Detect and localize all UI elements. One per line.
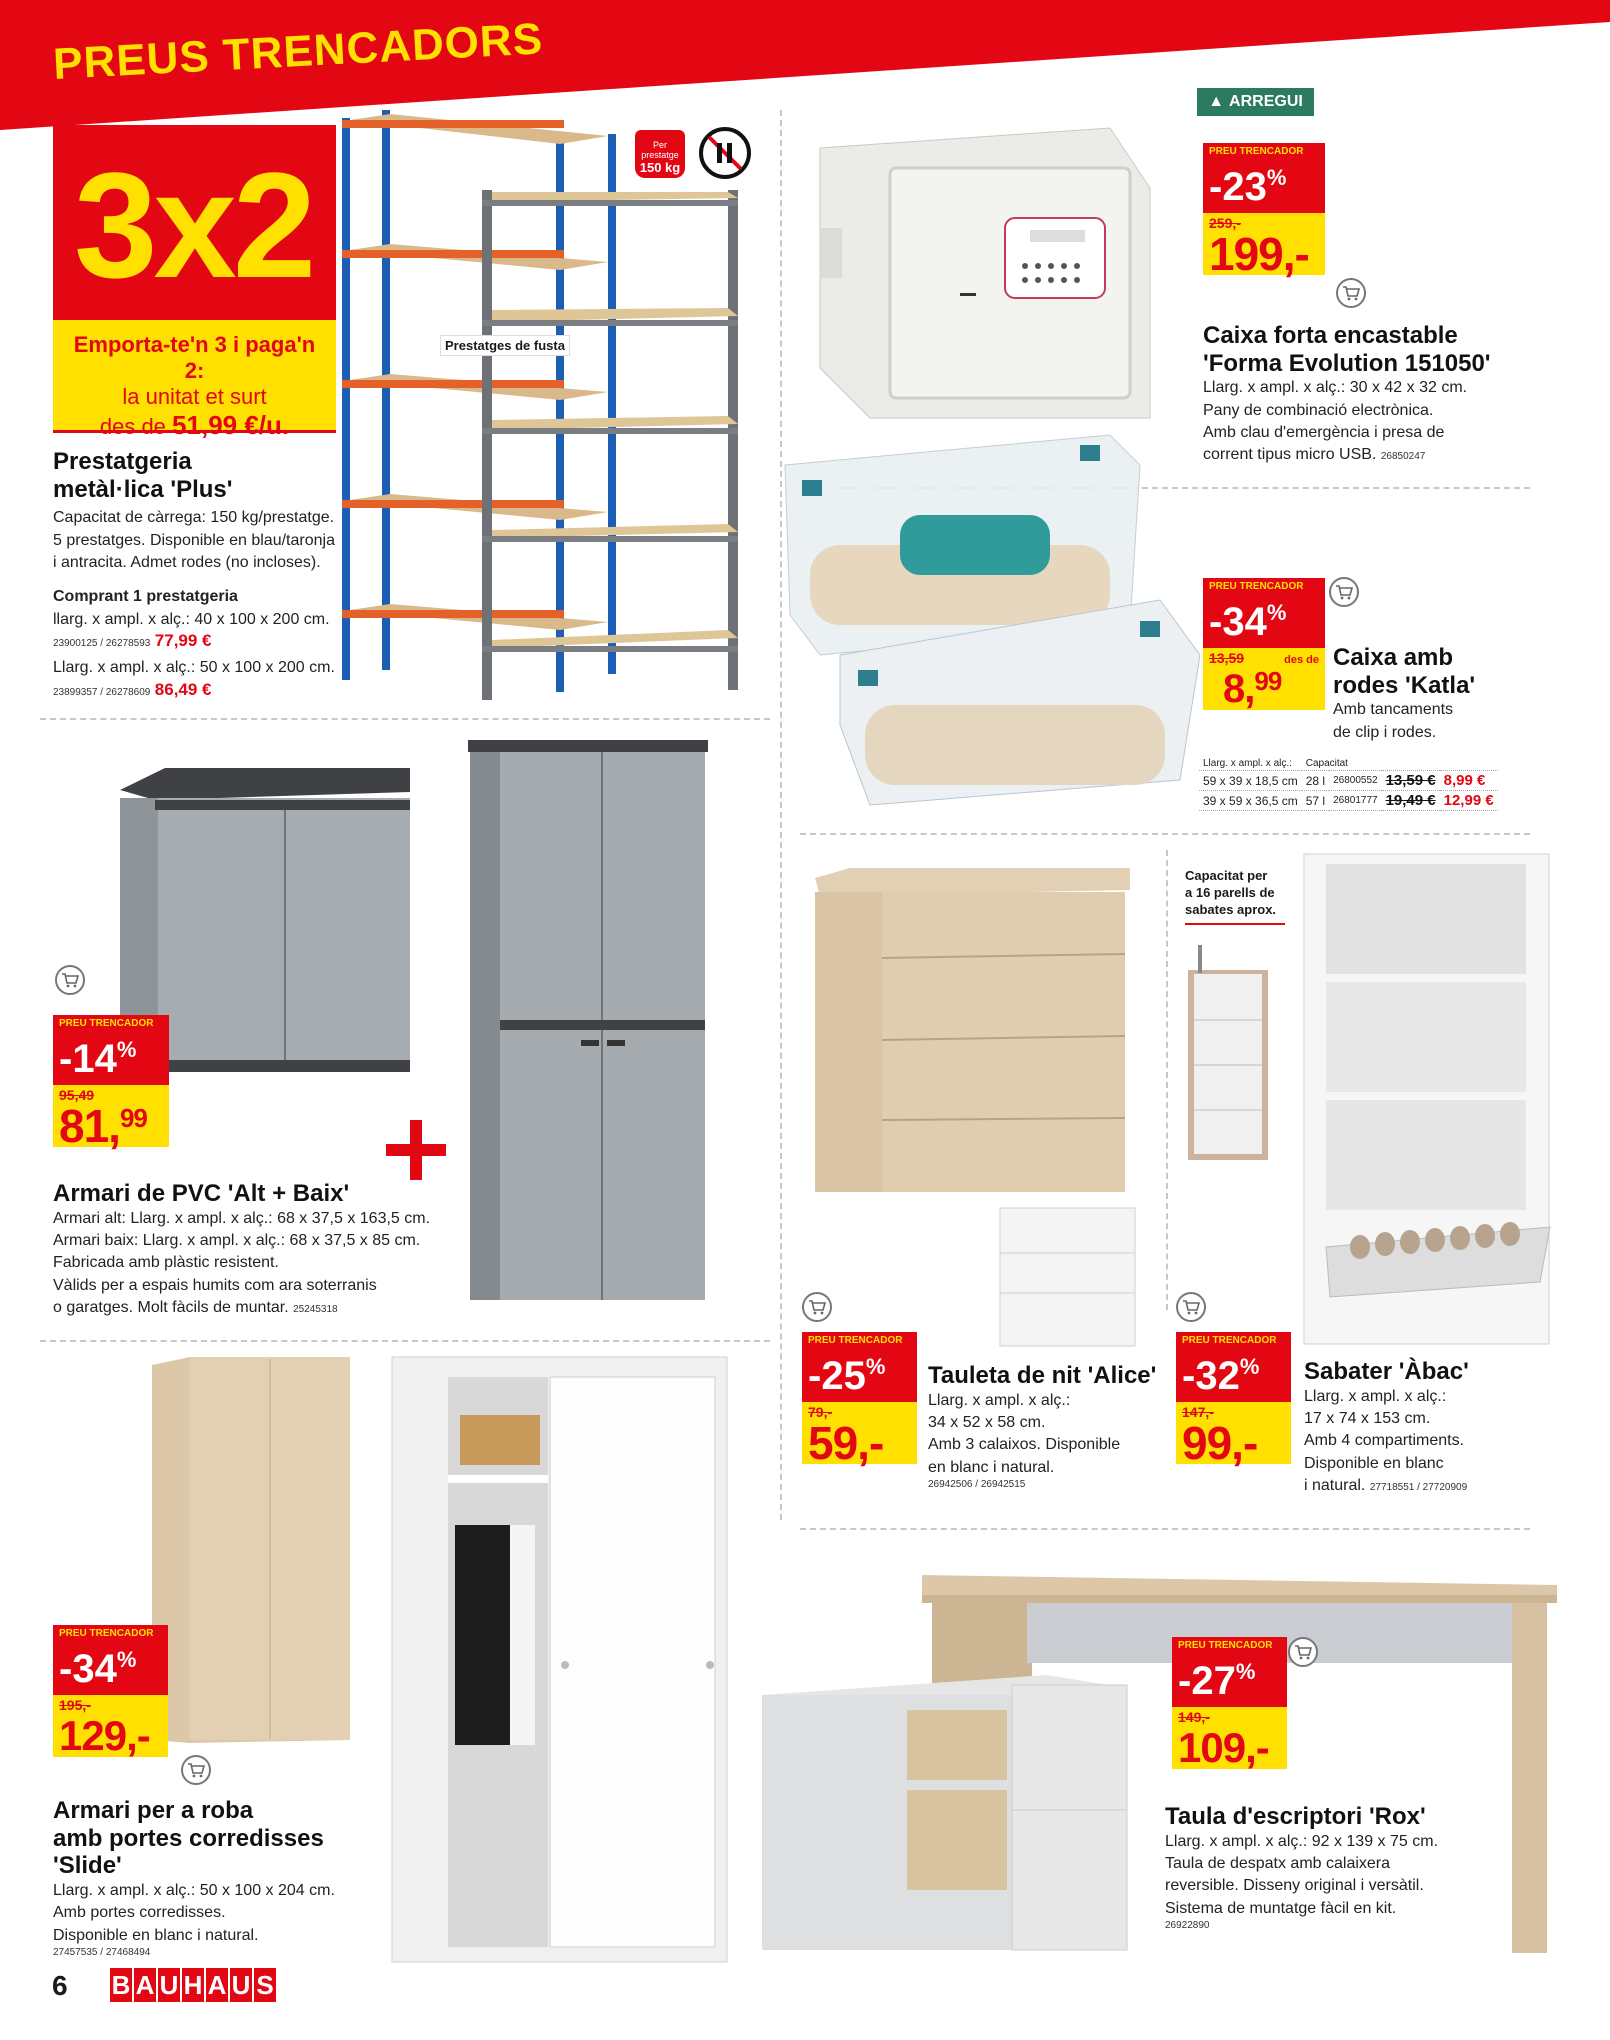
safe-discount-sign: %	[1266, 165, 1287, 190]
row-divider	[40, 718, 770, 720]
logo-letter: A	[134, 1968, 156, 2002]
rox-discount-value: -27	[1178, 1659, 1236, 1703]
abac-code: 27718551 / 27720909	[1369, 1482, 1468, 1494]
abac-desc-5	[1304, 1475, 1544, 1497]
arregui-brand: ARREGUI	[1229, 93, 1303, 110]
shelf-desc-1: Capacitat de càrrega: 150 kg/prestatge.	[53, 509, 335, 527]
katla-th-capacity: Capacitat	[1302, 757, 1498, 771]
cart-icon[interactable]	[55, 965, 85, 995]
pvc-discount-value: -14	[59, 1037, 117, 1081]
katla-text	[1333, 644, 1533, 744]
katla-desc-1: Amb tancaments	[1333, 701, 1454, 719]
slide-price-tag	[53, 1625, 168, 1757]
alice-price-box	[802, 1402, 917, 1469]
abac-discount	[1176, 1350, 1291, 1402]
shelf-price-row-2	[53, 680, 353, 700]
safe-desc-4	[1203, 444, 1533, 466]
rox-text	[1165, 1803, 1535, 1931]
pvc-code: 25245318	[293, 1304, 338, 1316]
logo-letter: U	[158, 1968, 180, 2002]
rox-desc-3: reversible. Disseny original i versàtil.	[1165, 1877, 1424, 1895]
abac-title: Sabater 'Àbac'	[1304, 1358, 1469, 1385]
rox-discount	[1172, 1655, 1287, 1707]
safe-title-1: Caixa forta encastable	[1203, 322, 1458, 349]
pvc-text	[53, 1180, 473, 1320]
logo-letter: A	[206, 1968, 228, 2002]
alice-title: Tauleta de nit 'Alice'	[928, 1362, 1157, 1389]
abac-desc-4: Disponible en blanc	[1304, 1454, 1444, 1472]
slide-old-price: 195,-	[59, 1697, 91, 1713]
katla-row-new-price: 8,99 €	[1440, 771, 1498, 791]
alice-old-price: 79,-	[808, 1404, 833, 1420]
abac-product-image	[1300, 852, 1555, 1347]
abac-capacity-3: sabates aprox.	[1185, 901, 1277, 917]
rox-desc-4: Sistema de muntatge fàcil en kit.	[1165, 1899, 1397, 1917]
rox-price-box	[1172, 1707, 1287, 1769]
rox-desc-1: Llarg. x ampl. x alç.: 92 x 139 x 75 cm.	[1165, 1832, 1439, 1850]
pvc-desc-5-text: o garatges. Molt fàcils de muntar.	[53, 1299, 289, 1317]
alice-new-price: 59,-	[808, 1417, 884, 1469]
shelf-title-2: metàl·lica 'Plus'	[53, 475, 233, 503]
slide-desc-3: Disponible en blanc i natural.	[53, 1926, 259, 1944]
katla-discount-sign: %	[1266, 600, 1287, 625]
slide-natural-image	[150, 1355, 360, 1750]
safe-price-box	[1203, 213, 1325, 280]
safe-old-price: 259,-	[1209, 215, 1241, 231]
katla-row-capacity: 57 l	[1302, 791, 1329, 811]
alice-desc-2: 34 x 52 x 58 cm.	[928, 1413, 1046, 1431]
logo-letter: S	[254, 1968, 276, 2002]
alice-desc-3: Amb 3 calaixos. Disponible	[928, 1436, 1121, 1454]
abac-discount-sign: %	[1239, 1354, 1260, 1379]
katla-row-old-price: 19,49 €	[1382, 791, 1440, 811]
abac-discount-value: -32	[1182, 1354, 1240, 1398]
alice-text	[928, 1362, 1158, 1490]
no-tools-icon	[697, 125, 753, 181]
slide-title-1: Armari per a roba	[53, 1797, 254, 1824]
pvc-desc-1: Armari alt: Llarg. x ampl. x alç.: 68 x 37,5 x 163,5 cm.	[53, 1209, 431, 1227]
shelf-buy-one: Comprant 1 prestatgeria	[53, 588, 238, 606]
slide-new-price: 129,-	[59, 1712, 150, 1759]
shelf-dims-1: llarg. x ampl. x alç.: 40 x 100 x 200 cm.	[53, 610, 330, 628]
arregui-triangle-icon: ▲	[1208, 93, 1225, 110]
column-divider	[780, 110, 782, 1520]
safe-desc-1: Llarg. x ampl. x alç.: 30 x 42 x 32 cm.	[1203, 379, 1468, 397]
slide-desc-2: Amb portes corredisses.	[53, 1904, 226, 1922]
safe-desc-2: Pany de combinació electrònica.	[1203, 401, 1434, 419]
katla-variants-table	[1199, 757, 1498, 811]
katla-from-label: des de	[1284, 654, 1319, 666]
weight-badge	[635, 130, 685, 178]
katla-row-capacity: 28 l	[1302, 771, 1329, 791]
shelf-code-1: 23900125 / 26278593	[53, 638, 151, 650]
logo-letter: U	[230, 1968, 252, 2002]
katla-row-dims: 39 x 59 x 36,5 cm	[1199, 791, 1302, 811]
katla-desc-2: de clip i rodes.	[1333, 723, 1437, 741]
table-row	[1199, 771, 1498, 791]
page-number: 6	[52, 1970, 68, 2001]
katla-new-price	[1209, 667, 1281, 711]
cart-icon[interactable]	[1336, 278, 1366, 308]
katla-title-2: rodes 'Katla'	[1333, 671, 1476, 699]
shelf-price-1: 77,99 €	[154, 631, 212, 651]
abac-tag-label: PREU TRENCADOR	[1176, 1332, 1291, 1350]
safe-title-2: 'Forma Evolution 151050'	[1203, 349, 1491, 377]
promo-unit-price: 51,99 €/u.	[172, 410, 290, 440]
katla-row-dims: 59 x 39 x 18,5 cm	[1199, 771, 1302, 791]
katla-price-tag	[1203, 578, 1325, 710]
alice-discount	[802, 1350, 917, 1402]
safe-code: 26850247	[1380, 451, 1426, 463]
katla-row-code: 26801777	[1329, 791, 1382, 811]
katla-price-box	[1203, 648, 1325, 710]
page-title-bold: TRENCADORS	[221, 14, 545, 81]
safe-product-image	[810, 118, 1170, 428]
katla-row-code: 26800552	[1329, 771, 1382, 791]
pvc-desc-2: Armari baix: Llarg. x ampl. x alç.: 68 x 37,5 x 85 cm.	[53, 1231, 421, 1249]
abac-old-price: 147,-	[1182, 1404, 1214, 1420]
pvc-tag-label: PREU TRENCADOR	[53, 1015, 169, 1033]
cart-icon[interactable]	[181, 1755, 211, 1785]
shelf-price-2: 86,49 €	[154, 679, 212, 699]
weight-badge-value: 150 kg	[639, 160, 681, 175]
katla-table-header	[1199, 757, 1498, 771]
slide-discount-value: -34	[59, 1647, 117, 1691]
safe-text	[1203, 322, 1533, 467]
table-row	[1199, 791, 1498, 811]
abac-text	[1304, 1358, 1544, 1498]
slide-code: 27457535 / 27468494	[53, 1946, 151, 1958]
slide-discount-sign: %	[116, 1647, 137, 1672]
promo-3x2-details	[53, 320, 336, 440]
pvc-new-price-dec: 99	[119, 1103, 147, 1133]
shelf-code-2: 23899357 / 26278609	[53, 686, 151, 698]
rox-desc-2: Taula de despatx amb calaixera	[1165, 1854, 1391, 1872]
abac-price-box	[1176, 1402, 1291, 1469]
shelf-title-1: Prestatgeria	[53, 448, 192, 475]
pvc-old-price: 95,49	[59, 1087, 95, 1103]
katla-new-price-dec: 99	[1254, 666, 1282, 696]
alice-code: 26942506 / 26942515	[928, 1479, 1026, 1491]
safe-tag-label: PREU TRENCADOR	[1203, 143, 1325, 161]
katla-title-1: Caixa amb	[1333, 644, 1454, 671]
abac-desc-1: Llarg. x ampl. x alç.:	[1304, 1387, 1447, 1405]
pvc-discount-sign: %	[116, 1037, 137, 1062]
safe-new-price: 199,-	[1209, 228, 1309, 280]
slide-white-image	[390, 1355, 730, 1965]
pvc-desc-5	[53, 1297, 473, 1319]
pvc-desc-4: Vàlids per a espais humits com ara soterranis	[53, 1276, 377, 1294]
pvc-new-price-int: 81,	[59, 1100, 120, 1152]
pvc-discount	[53, 1033, 169, 1085]
alice-desc-4: en blanc i natural.	[928, 1458, 1055, 1476]
pvc-title: Armari de PVC 'Alt + Baix'	[53, 1180, 350, 1207]
safe-price-tag	[1203, 143, 1325, 280]
shelf-dims-2: Llarg. x ampl. x alç.: 50 x 100 x 200 cm.	[53, 659, 335, 677]
promo-3x2-headline: 3x2	[74, 141, 313, 309]
abac-desc-2: 17 x 74 x 153 cm.	[1304, 1409, 1431, 1427]
abac-desc-5-text: i natural.	[1304, 1477, 1366, 1495]
row-divider	[800, 1528, 1530, 1530]
rox-code: 26922890	[1165, 1920, 1210, 1932]
alice-product-image	[810, 868, 1140, 1348]
shelf-product-image	[338, 110, 758, 710]
katla-th-dims: Llarg. x ampl. x alç.:	[1199, 757, 1302, 771]
katla-old-price: 13,59	[1209, 650, 1245, 666]
alice-desc-1: Llarg. x ampl. x alç.:	[928, 1391, 1071, 1409]
cart-icon[interactable]	[1176, 1292, 1206, 1322]
promo-line-1: Emporta-te'n 3 i paga'n 2:	[73, 332, 316, 383]
pvc-price-tag	[53, 1015, 169, 1152]
rox-discount-sign: %	[1235, 1659, 1256, 1684]
slide-price-box	[53, 1695, 168, 1757]
katla-new-price-int: 8,	[1223, 667, 1255, 711]
row-divider	[800, 833, 1530, 835]
page-title-light: PREUS	[52, 31, 211, 89]
pvc-price-box	[53, 1085, 169, 1152]
rox-price-tag	[1172, 1637, 1287, 1769]
alice-discount-value: -25	[808, 1354, 866, 1398]
logo-letter: H	[182, 1968, 204, 2002]
arregui-logo	[1197, 88, 1314, 116]
cart-icon[interactable]	[802, 1292, 832, 1322]
rox-old-price: 149,-	[1178, 1709, 1210, 1725]
abac-capacity-note	[1185, 868, 1285, 925]
katla-tag-label: PREU TRENCADOR	[1203, 578, 1325, 596]
safe-desc-3: Amb clau d'emergència i presa de	[1203, 423, 1445, 441]
promo-line-2: la unitat et surt	[122, 384, 267, 409]
rox-tag-label: PREU TRENCADOR	[1172, 1637, 1287, 1655]
alice-tag-label: PREU TRENCADOR	[802, 1332, 917, 1350]
shelf-wood-label: Prestatges de fusta	[440, 335, 570, 356]
shelf-price-row-1	[53, 631, 353, 651]
katla-discount-value: -34	[1209, 600, 1267, 644]
pvc-desc-3: Fabricada amb plàstic resistent.	[53, 1254, 279, 1272]
slide-discount	[53, 1643, 168, 1695]
abac-price-tag	[1176, 1332, 1291, 1469]
pvc-new-price	[59, 1100, 147, 1152]
safe-discount-value: -23	[1209, 165, 1267, 209]
slide-text	[53, 1797, 383, 1958]
safe-discount	[1203, 161, 1325, 213]
abac-new-price: 99,-	[1182, 1417, 1258, 1469]
shelf-text	[53, 448, 353, 700]
shelf-desc-2: 5 prestatges. Disponible en blau/taronja	[53, 531, 335, 549]
alice-price-tag	[802, 1332, 917, 1469]
logo-letter: B	[110, 1968, 132, 2002]
alice-discount-sign: %	[865, 1354, 886, 1379]
safe-desc-4-text: corrent tipus micro USB.	[1203, 446, 1377, 464]
weight-badge-caption: Per prestatge	[641, 140, 679, 160]
abac-small-image	[1180, 940, 1280, 1165]
katla-row-old-price: 13,59 €	[1382, 771, 1440, 791]
rox-title: Taula d'escriptori 'Rox'	[1165, 1803, 1426, 1830]
bauhaus-logo	[110, 1968, 276, 2002]
abac-capacity-1: Capacitat per	[1185, 868, 1268, 883]
katla-product-image	[780, 425, 1200, 810]
shelf-desc-3: i antracita. Admet rodes (no incloses).	[53, 553, 321, 571]
row-divider	[40, 1340, 770, 1342]
rox-new-price: 109,-	[1178, 1724, 1269, 1771]
column-divider	[1166, 850, 1168, 1310]
slide-title-2: amb portes corredisses 'Slide'	[53, 1824, 324, 1880]
katla-row-new-price: 12,99 €	[1440, 791, 1498, 811]
slide-desc-1: Llarg. x ampl. x alç.: 50 x 100 x 204 cm.	[53, 1881, 335, 1899]
promo-line-3-prefix: des de	[99, 414, 166, 439]
cart-icon[interactable]	[1288, 1637, 1318, 1667]
slide-tag-label: PREU TRENCADOR	[53, 1625, 168, 1643]
abac-capacity-2: a 16 parells de	[1185, 884, 1275, 900]
abac-desc-3: Amb 4 compartiments.	[1304, 1432, 1465, 1450]
plus-icon	[386, 1120, 446, 1180]
katla-discount	[1203, 596, 1325, 648]
cart-icon[interactable]	[1329, 577, 1359, 607]
promo-line-3	[63, 410, 326, 441]
